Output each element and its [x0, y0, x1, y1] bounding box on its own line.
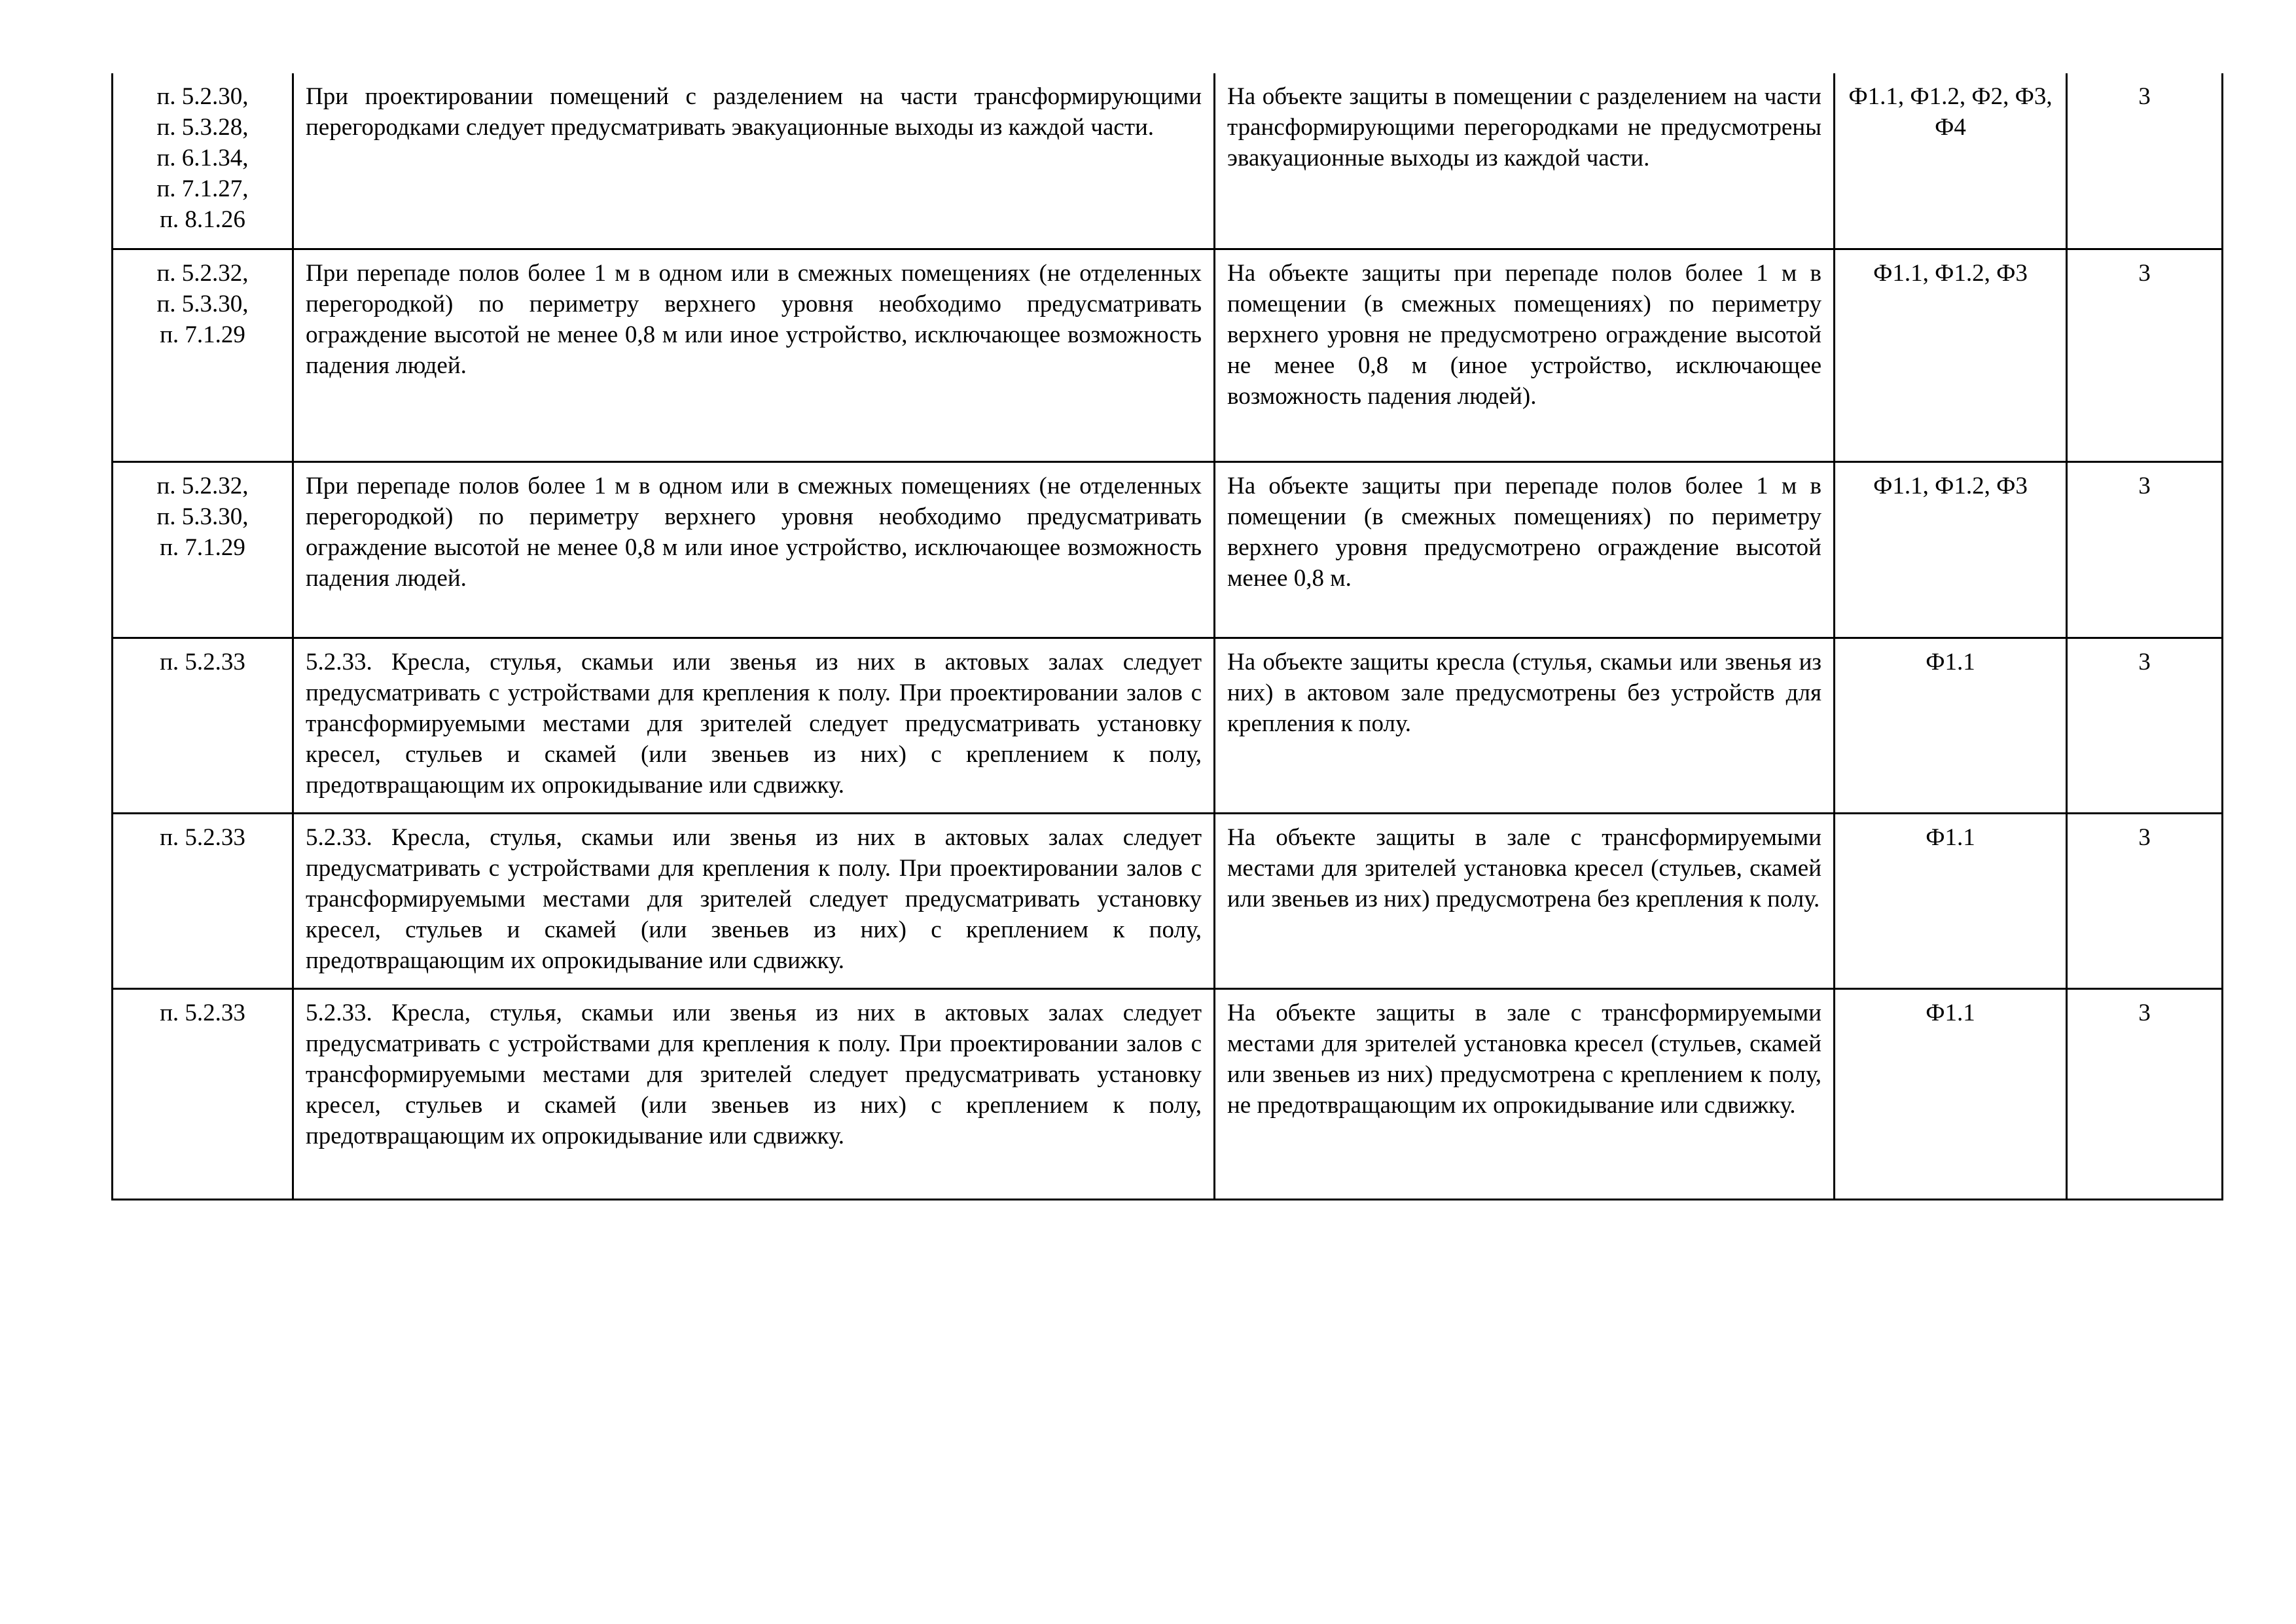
table-row	[113, 813, 2223, 988]
norm-reference-line: п. 5.3.30,	[156, 290, 249, 317]
norm-reference-line: п. 5.3.28,	[156, 114, 249, 141]
functional-classes: Ф1.1	[1835, 988, 2067, 1199]
norm-reference-line: п. 5.2.32,	[156, 472, 249, 499]
norm-reference-line: п. 6.1.34,	[156, 145, 249, 171]
violation-text: На объекте защиты при перепаде полов более 1 м в помещении (в смежных помещениях) по периметру верхнего уровня предусмотрено ограждение высотой менее 0,8 м.	[1215, 461, 1835, 638]
norm-reference-cell	[113, 249, 293, 461]
violation-text: На объекте защиты в зале с трансформируемыми местами для зрителей установка кресел (стульев, скамей или звеньев из них) предусмотрена без крепления к полу.	[1215, 813, 1835, 988]
functional-classes: Ф1.1	[1835, 638, 2067, 813]
functional-classes: Ф1.1, Ф1.2, Ф3	[1835, 249, 2067, 461]
violation-text: На объекте защиты кресла (стулья, скамьи или звенья из них) в актовом зале предусмотрены без устройств для крепления к полу.	[1215, 638, 1835, 813]
norm-reference-line: п. 5.2.33	[160, 999, 245, 1026]
table-row	[113, 638, 2223, 813]
norm-reference-line: п. 7.1.29	[160, 321, 245, 348]
requirement-text: При перепаде полов более 1 м в одном или в смежных помещениях (не отделенных перегородкой) по периметру верхнего уровня необходимо предусматривать ограждение высотой не менее 0,8 м или иное устройство, исключающее возможность падения людей.	[293, 249, 1215, 461]
norm-reference-cell	[113, 988, 293, 1199]
requirement-text: При проектировании помещений с разделением на части трансформирующими перегородками следует предусматривать эвакуационные выходы из каждой части.	[293, 73, 1215, 249]
requirement-text: При перепаде полов более 1 м в одном или в смежных помещениях (не отделенных перегородкой) по периметру верхнего уровня необходимо предусматривать ограждение высотой не менее 0,8 м или иное устройство, исключающее возможность падения людей.	[293, 461, 1215, 638]
norm-reference-line: п. 8.1.26	[160, 206, 245, 233]
table-row	[113, 461, 2223, 638]
norm-reference-line: п. 7.1.27,	[156, 175, 249, 202]
requirement-text: 5.2.33. Кресла, стулья, скамьи или звенья из них в актовых залах следует предусматривать с устройствами для крепления к полу. При проектировании залов с трансформируемыми местами для зрителей следует предусматривать установку кресел, стульев и скамей (или звеньев из них) с креплением к полу, предотвращающим их опрокидывание или сдвижку.	[293, 813, 1215, 988]
table-row	[113, 249, 2223, 461]
norm-reference-line: п. 5.2.33	[160, 648, 245, 676]
norm-reference-line: п. 7.1.29	[160, 533, 245, 561]
norm-reference-line: п. 5.2.33	[160, 823, 245, 851]
norm-reference-line: п. 5.2.32,	[156, 259, 249, 287]
functional-classes: Ф1.1, Ф1.2, Ф2, Ф3, Ф4	[1835, 73, 2067, 249]
norm-reference-cell	[113, 73, 293, 249]
violation-text: На объекте защиты в зале с трансформируемыми местами для зрителей установка кресел (стульев, скамей или звеньев из них) предусмотрена с креплением к полу, не предотвращающим их опрокидывание или сдвижку.	[1215, 988, 1835, 1199]
norm-reference-line: п. 5.2.30,	[156, 83, 249, 110]
functional-classes: Ф1.1	[1835, 813, 2067, 988]
risk-category: 3	[2067, 813, 2223, 988]
risk-category: 3	[2067, 638, 2223, 813]
functional-classes: Ф1.1, Ф1.2, Ф3	[1835, 461, 2067, 638]
violation-text: На объекте защиты в помещении с разделением на части трансформирующими перегородками не предусмотрены эвакуационные выходы из каждой части.	[1215, 73, 1835, 249]
requirement-text: 5.2.33. Кресла, стулья, скамьи или звенья из них в актовых залах следует предусматривать с устройствами для крепления к полу. При проектировании залов с трансформируемыми местами для зрителей следует предусматривать установку кресел, стульев и скамей (или звеньев из них) с креплением к полу, предотвращающим их опрокидывание или сдвижку.	[293, 638, 1215, 813]
risk-category: 3	[2067, 461, 2223, 638]
norm-reference-cell	[113, 461, 293, 638]
violation-text: На объекте защиты при перепаде полов более 1 м в помещении (в смежных помещениях) по периметру верхнего уровня не предусмотрено ограждение высотой не менее 0,8 м (иное устройство, исключающее возможность падения людей).	[1215, 249, 1835, 461]
table-row	[113, 73, 2223, 249]
table-row	[113, 988, 2223, 1199]
norm-reference-line: п. 5.3.30,	[156, 503, 249, 530]
requirement-text: 5.2.33. Кресла, стулья, скамьи или звенья из них в актовых залах следует предусматривать с устройствами для крепления к полу. При проектировании залов с трансформируемыми местами для зрителей следует предусматривать установку кресел, стульев и скамей (или звеньев из них) с креплением к полу, предотвращающим их опрокидывание или сдвижку.	[293, 988, 1215, 1199]
norm-reference-cell	[113, 813, 293, 988]
norm-reference-cell	[113, 638, 293, 813]
risk-category: 3	[2067, 249, 2223, 461]
risk-category: 3	[2067, 988, 2223, 1199]
requirements-table	[111, 73, 2223, 1200]
risk-category: 3	[2067, 73, 2223, 249]
